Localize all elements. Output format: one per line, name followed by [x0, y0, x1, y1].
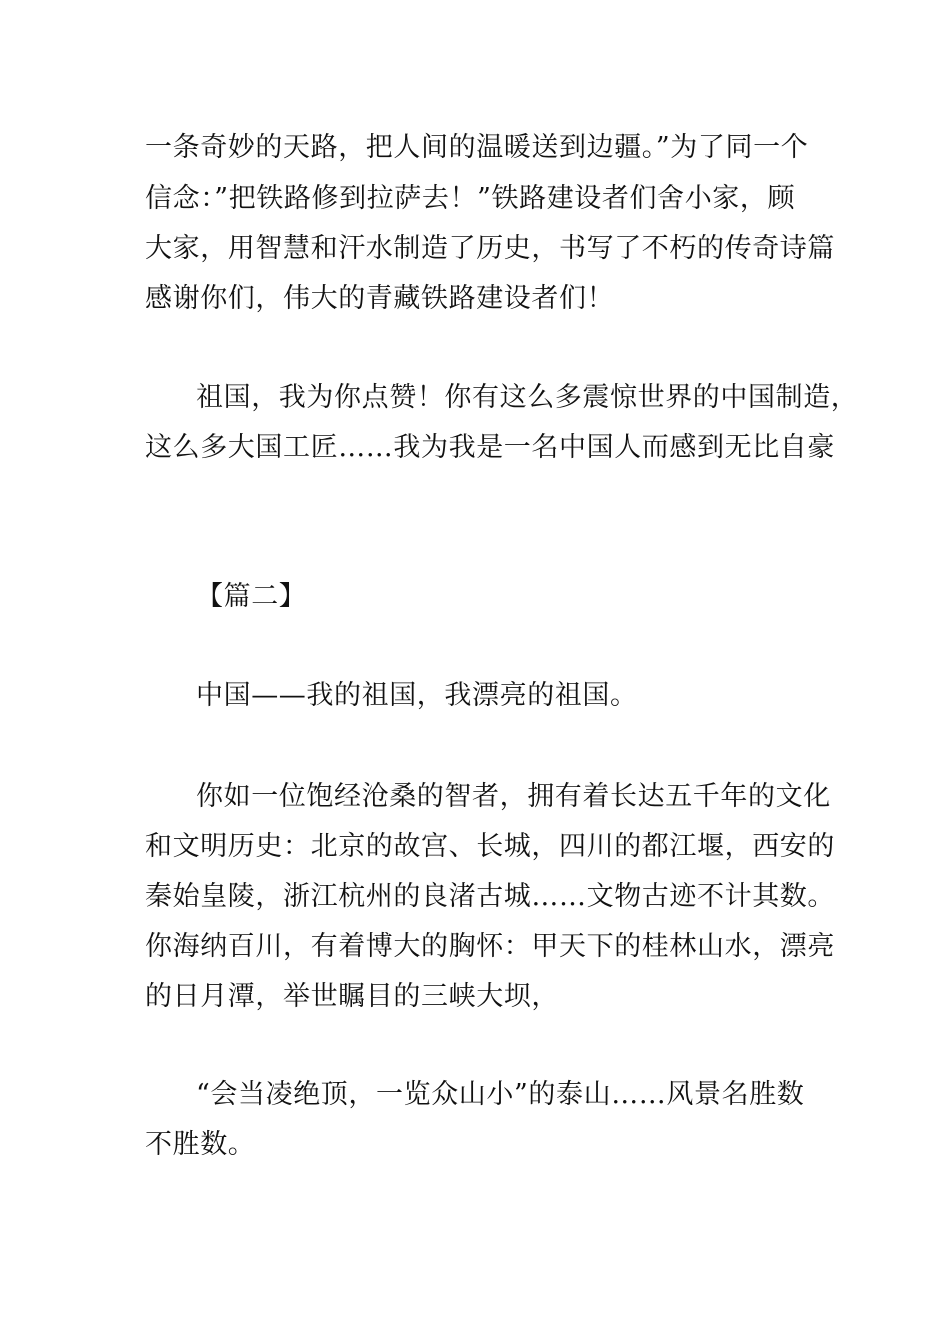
text-line: 的日月潭，举世瞩目的三峡大坝，	[145, 981, 559, 1012]
section-heading: 【篇二】	[196, 581, 307, 612]
text-line: 大家，用智慧和汗水制造了历史，书写了不朽的传奇诗篇	[145, 233, 835, 264]
text-line: 你海纳百川，有着博大的胸怀：甲天下的桂林山水，漂亮	[145, 931, 835, 962]
text-line: 这么多大国工匠……我为我是一名中国人而感到无比自豪	[145, 432, 835, 463]
text-line: 感谢你们，伟大的青藏铁路建设者们！	[145, 283, 615, 314]
text-line: 不胜数。	[145, 1129, 256, 1160]
text-line: 信念：”把铁路修到拉萨去！”铁路建设者们舍小家，顾	[145, 183, 796, 214]
text-line: 中国——我的祖国，我漂亮的祖国。	[196, 680, 638, 711]
text-line: 一条奇妙的天路，把人间的温暖送到边疆。”为了同一个	[145, 132, 809, 163]
text-line: 秦始皇陵，浙江杭州的良渚古城……文物古迹不计其数。	[145, 881, 835, 912]
text-line: 你如一位饱经沧桑的智者，拥有着长达五千年的文化	[196, 781, 831, 812]
text-line: “会当凌绝顶，一览众山小”的泰山……风景名胜数	[196, 1079, 805, 1110]
text-line: 祖国，我为你点赞！你有这么多震惊世界的中国制造，	[196, 382, 859, 413]
text-line: 和文明历史：北京的故宫、长城，四川的都江堰，西安的	[145, 831, 835, 862]
